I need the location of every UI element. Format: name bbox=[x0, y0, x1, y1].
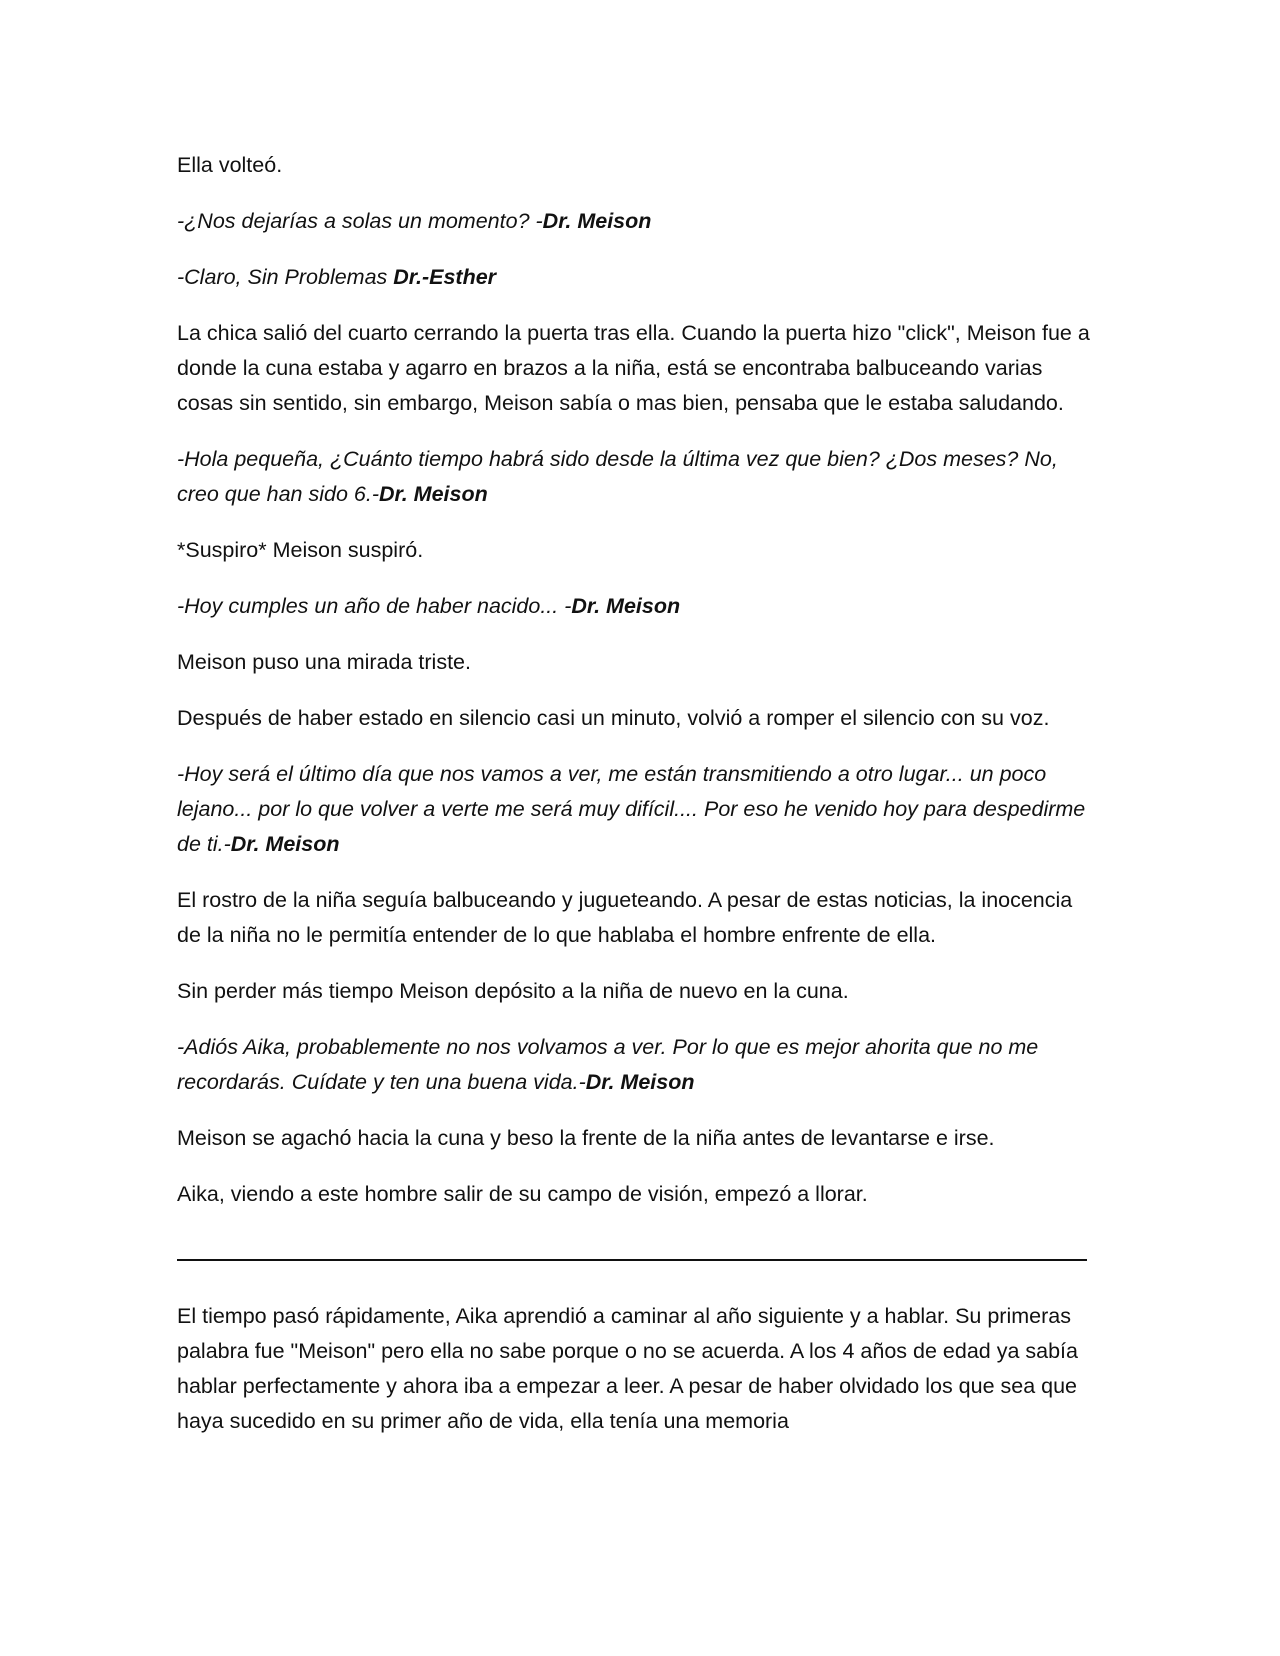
dialogue-paragraph bbox=[177, 260, 1097, 295]
paragraph-text: Meison se agachó hacia la cuna y beso la frente de la niña antes de levantarse e irse. bbox=[177, 1126, 995, 1150]
dialogue-text: -Hoy cumples un año de haber nacido... - bbox=[177, 594, 572, 618]
narration-paragraph bbox=[177, 316, 1097, 421]
dialogue-text: -Adiós Aika, probablemente no nos volvamos a ver. Por lo que es mejor ahorita que no me recordarás. Cuídate y ten una buena vida.- bbox=[177, 1035, 1039, 1094]
paragraph-text: El tiempo pasó rápidamente, Aika aprendió a caminar al año siguiente y a hablar. Su primeras palabra fue "Meison" pero ella no sabe porque o no se acuerda. A los 4 años de edad ya sabía hablar perfectamente y ahora iba a empezar a leer. A pesar de haber olvidado los que sea que haya sucedido en su primer año de vida, ella tenía una memoria bbox=[177, 1304, 1078, 1433]
dialogue-paragraph bbox=[177, 1030, 1097, 1100]
dialogue-text: -¿Nos dejarías a solas un momento? - bbox=[177, 209, 543, 233]
narration-paragraph bbox=[177, 1121, 1097, 1156]
paragraph-text: Meison puso una mirada triste. bbox=[177, 650, 471, 674]
dialogue-paragraph bbox=[177, 757, 1097, 862]
speaker-name: Dr. Meison bbox=[542, 209, 652, 233]
dialogue-paragraph bbox=[177, 442, 1097, 512]
document-body bbox=[177, 148, 1097, 1460]
paragraph-text: Después de haber estado en silencio casi un minuto, volvió a romper el silencio con su voz. bbox=[177, 706, 1050, 730]
section-divider bbox=[177, 1259, 1087, 1261]
narration-paragraph bbox=[177, 883, 1097, 953]
paragraph-text: Sin perder más tiempo Meison depósito a la niña de nuevo en la cuna. bbox=[177, 979, 849, 1003]
speaker-name: Dr. Meison bbox=[571, 594, 681, 618]
speaker-name: Dr. Meison bbox=[230, 832, 340, 856]
paragraph-text: La chica salió del cuarto cerrando la puerta tras ella. Cuando la puerta hizo "click", Meison fue a donde la cuna estaba y agarro en brazos a la niña, está se encontraba balbuceando varias cosas sin sentido, sin embargo, Meison sabía o mas bien, pensaba que le estaba saludando. bbox=[177, 321, 1090, 415]
dialogue-text: -Hola pequeña, ¿Cuánto tiempo habrá sido desde la última vez que bien? ¿Dos meses? No, creo que han sido 6.- bbox=[177, 447, 1058, 506]
paragraph-text: Aika, viendo a este hombre salir de su campo de visión, empezó a llorar. bbox=[177, 1182, 868, 1206]
narration-paragraph bbox=[177, 974, 1097, 1009]
dialogue-paragraph bbox=[177, 589, 1097, 624]
narration-paragraph bbox=[177, 1177, 1097, 1212]
narration-paragraph bbox=[177, 645, 1097, 680]
paragraph-text: *Suspiro* Meison suspiró. bbox=[177, 538, 424, 562]
narration-paragraph bbox=[177, 533, 1097, 568]
paragraph-text: El rostro de la niña seguía balbuceando y jugueteando. A pesar de estas noticias, la inocencia de la niña no le permitía entender de lo que hablaba el hombre enfrente de ella. bbox=[177, 888, 1073, 947]
narration-paragraph bbox=[177, 1299, 1097, 1439]
narration-paragraph bbox=[177, 148, 1097, 183]
dialogue-text: -Hoy será el último día que nos vamos a ver, me están transmitiendo a otro lugar... un poco lejano... por lo que volver a verte me será muy difícil.... Por eso he venido hoy para despedirme de ti.- bbox=[177, 762, 1086, 856]
speaker-name: Dr.-Esther bbox=[393, 265, 497, 289]
speaker-name: Dr. Meison bbox=[379, 482, 488, 506]
narration-paragraph bbox=[177, 701, 1097, 736]
dialogue-text: -Claro, Sin Problemas bbox=[177, 265, 394, 289]
speaker-name: Dr. Meison bbox=[585, 1070, 695, 1094]
paragraph-text: Ella volteó. bbox=[177, 153, 283, 177]
dialogue-paragraph bbox=[177, 204, 1097, 239]
